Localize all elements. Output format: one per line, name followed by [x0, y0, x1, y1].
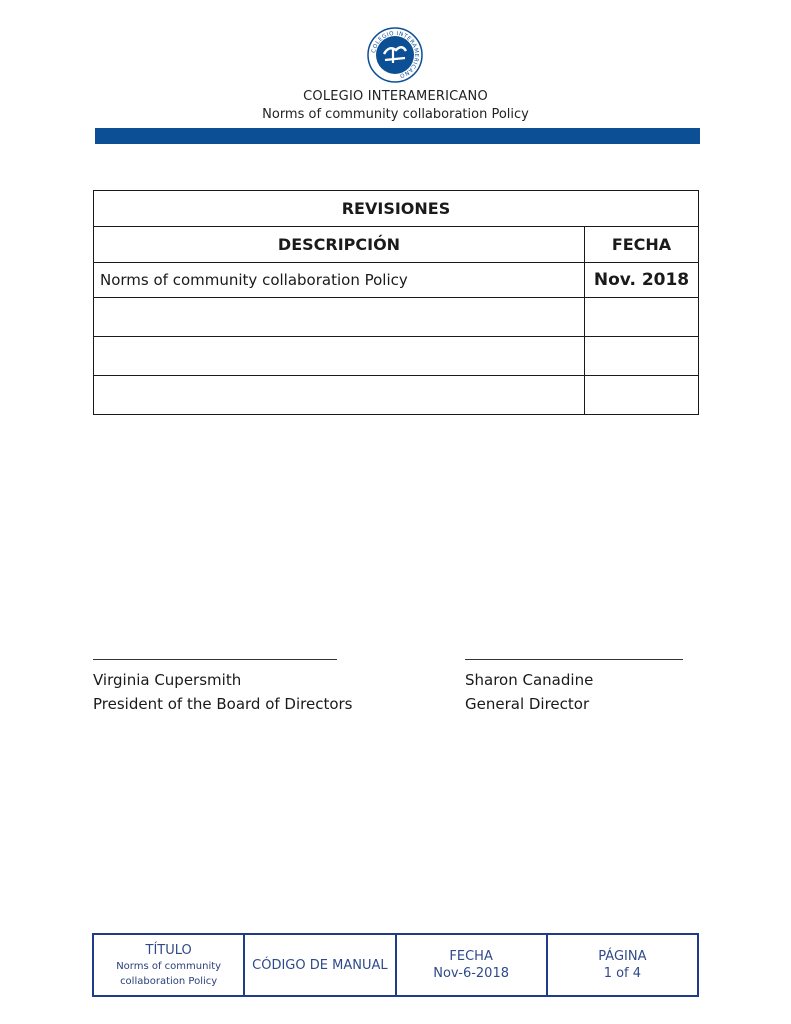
footer-page-cell	[547, 934, 698, 996]
revision-description: Norms of community collaboration Policy	[94, 263, 585, 298]
signatory-name-director: Sharon Canadine	[465, 671, 594, 689]
school-name: COLEGIO INTERAMERICANO	[303, 89, 488, 104]
signatory-name-president: Virginia Cupersmith	[93, 671, 242, 689]
revision-description	[94, 298, 585, 337]
school-logo	[367, 27, 423, 83]
document-footer	[92, 933, 699, 997]
logo-ring-text: COLEGIO INTERAMERICANO	[371, 30, 420, 79]
signatory-role-president: President of the Board of Directors	[93, 695, 353, 713]
column-header-description: DESCRIPCIÓN	[94, 227, 585, 263]
revisions-title: REVISIONES	[94, 191, 699, 227]
signature-line-president	[93, 659, 337, 660]
footer-title-label: TÍTULO	[145, 942, 192, 958]
header-accent-bar	[95, 128, 700, 144]
revision-description	[94, 376, 585, 415]
signature-line-director	[465, 659, 683, 660]
revision-description	[94, 337, 585, 376]
footer-page-value: 1 of 4	[603, 966, 642, 981]
revision-date: Nov. 2018	[585, 263, 699, 298]
table-row	[94, 376, 699, 415]
footer-date-label: FECHA	[449, 949, 493, 964]
footer-code-cell	[244, 934, 395, 996]
table-row	[94, 337, 699, 376]
table-row	[94, 298, 699, 337]
footer-date-value: Nov-6-2018	[433, 966, 509, 981]
revision-date	[585, 298, 699, 337]
footer-date-cell	[396, 934, 547, 996]
revisions-table	[93, 190, 699, 415]
revision-date	[585, 337, 699, 376]
footer-code-label: CÓDIGO DE MANUAL	[252, 957, 388, 973]
footer-title-cell	[93, 934, 244, 996]
column-header-date: FECHA	[585, 227, 699, 263]
policy-subtitle: Norms of community collaboration Policy	[262, 107, 529, 122]
signatory-role-director: General Director	[465, 695, 590, 713]
revision-date	[585, 376, 699, 415]
footer-page-label: PÁGINA	[598, 949, 647, 964]
table-row	[94, 263, 699, 298]
footer-title-value: Norms of community collaboration Policy	[116, 960, 222, 987]
